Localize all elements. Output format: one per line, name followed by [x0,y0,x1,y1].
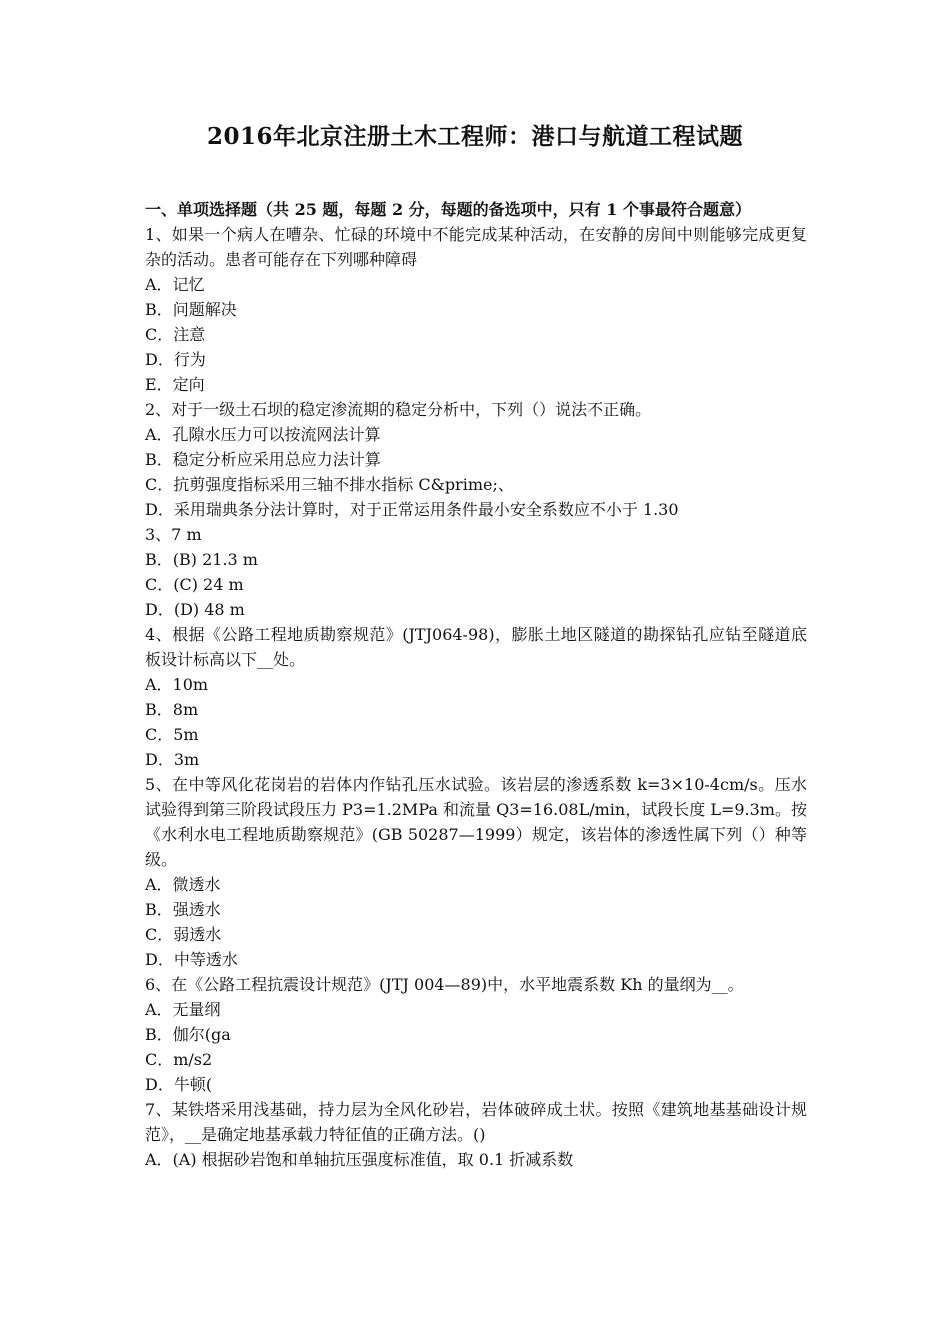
document-body [145,197,807,1172]
option-d: D．采用瑞典条分法计算时，对于正常运用条件最小安全系数应不小于 1.30 [145,500,679,519]
question-2 [145,397,807,522]
question-stem: 5、在中等风化花岗岩的岩体内作钻孔压水试验。该岩层的渗透系数 k=3×10-4cm/s。压水试验得到第三阶段试段压力 P3=1.2MPa 和流量 Q3=16.08L/min，试段长度 L=9.3m。按《水利水电工程地质勘察规范》(GB 50287—1999）规定，该岩体的渗透性属下列（）种等级。 [145,775,807,869]
page-title: 2016年北京注册土木工程师：港口与航道工程试题 [206,123,743,150]
option-a: A．微透水 [145,875,221,894]
option-c: C．注意 [145,325,206,344]
option-c: C．弱透水 [145,925,222,944]
option-c: C．(C) 24 m [145,575,244,594]
option-a: A．(A) 根据砂岩饱和单轴抗压强度标准值，取 0.1 折减系数 [145,1150,574,1169]
question-stem: 6、在《公路工程抗震设计规范》(JTJ 004—89)中，水平地震系数 Kh 的量纲为__。 [145,975,744,994]
question-7 [145,1097,807,1172]
option-c: C．m/s2 [145,1050,213,1069]
option-a: A．孔隙水压力可以按流网法计算 [145,425,381,444]
question-stem: 4、根据《公路工程地质勘察规范》(JTJ064-98)，膨胀土地区隧道的勘探钻孔应钻至隧道底板设计标高以下__处。 [145,625,807,669]
question-stem: 3、7 m [145,525,202,544]
option-c: C．抗剪强度指标采用三轴不排水指标 C&prime;、 [145,475,514,494]
option-a: A．无量纲 [145,1000,221,1019]
option-a: A．记忆 [145,275,205,294]
option-b: B．问题解决 [145,300,237,319]
option-a: A．10m [145,675,209,694]
question-stem: 2、对于一级土石坝的稳定渗流期的稳定分析中，下列（）说法不正确。 [145,400,652,419]
option-b: B．伽尔(ga [145,1025,231,1044]
question-stem: 1、如果一个病人在嘈杂、忙碌的环境中不能完成某种活动，在安静的房间中则能够完成更复杂的活动。患者可能存在下列哪种障碍 [145,225,807,269]
section-heading: 一、单项选择题（共 25 题，每题 2 分，每题的备选项中，只有 1 个事最符合题意） [145,200,751,219]
option-b: B．8m [145,700,199,719]
question-6 [145,972,807,1097]
option-e: E．定向 [145,375,205,394]
option-d: D．行为 [145,350,206,369]
option-b: B．稳定分析应采用总应力法计算 [145,450,381,469]
question-5 [145,772,807,972]
option-d: D．3m [145,750,200,769]
question-stem: 7、某铁塔采用浅基础，持力层为全风化砂岩，岩体破碎成土状。按照《建筑地基基础设计规范》，__是确定地基承载力特征值的正确方法。() [145,1100,807,1144]
option-d: D．中等透水 [145,950,238,969]
option-c: C．5m [145,725,199,744]
option-d: D．牛顿( [145,1075,213,1094]
option-d: D．(D) 48 m [145,600,245,619]
question-1 [145,222,807,397]
question-3 [145,522,807,622]
question-4 [145,622,807,772]
option-b: B．(B) 21.3 m [145,550,258,569]
option-b: B．强透水 [145,900,221,919]
